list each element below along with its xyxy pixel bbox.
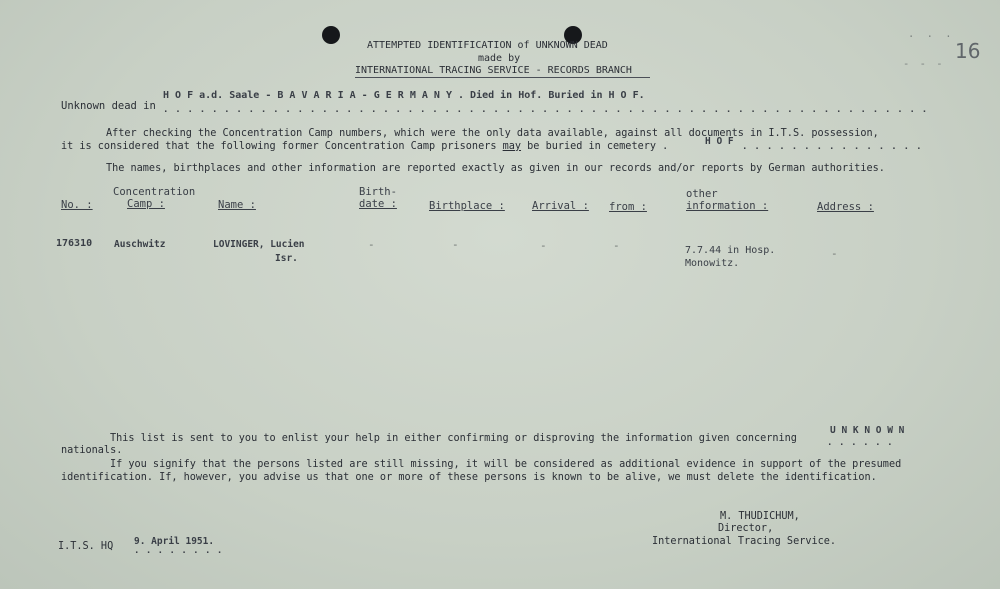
paragraph-1-line-2-end: be buried in cemetery . [527,141,669,152]
signature-organization: International Tracing Service. [652,536,837,547]
paragraph-1-line-2 [61,141,668,153]
cemetery-dots: . . . . . . . . . . . . . . . [742,142,923,152]
header-other-information [686,188,768,212]
signature-title: Director, [718,523,774,534]
footer-label: I.T.S. HQ [58,541,114,552]
paragraph-1-line-2-start: it is considered that the following former Concentration Camp prisoners [61,141,497,152]
footer-dots: . . . . . . . . [134,546,223,556]
header-from-label: from : [609,201,647,213]
page-number: 16 [955,39,981,63]
paragraph-2: The names, birthplaces and other information are reported exactly as given in our records and/or reports by German authorities. [106,163,885,174]
paragraph-3-line-1: This list is sent to you to enlist your help in either confirming or disproving the information given concerning [110,433,797,444]
margin-marks-mid: - - - [903,58,945,70]
cell-arrival: - [540,239,547,252]
header-camp-top: Concentration [113,186,196,198]
cell-other-line-2: Monowitz. [685,258,740,269]
paragraph-4-line-2: identification. If, however, you advise us that one or more of these persons is known to be alive, we must delete the identification. [61,472,877,483]
header-birth-label: date : [359,198,397,210]
header-from [609,201,647,213]
cell-name-line-1: LOVINGER, Lucien [213,239,305,250]
header-no-label: No. : [61,199,93,211]
header-camp-label: Camp : [127,198,165,210]
header-other-top: other [686,188,718,200]
cell-from: - [613,239,620,252]
intro-prefix: Unknown dead in [61,100,156,112]
cell-other-line-1: 7.7.44 in Hosp. [685,245,776,256]
cell-birthplace: - [452,238,459,251]
cell-camp: Auschwitz [114,239,166,250]
header-name [218,199,256,211]
header-underline [355,77,650,78]
header-title: ATTEMPTED IDENTIFICATION of UNKNOWN DEAD [367,40,608,51]
paragraph-4-line-1: If you signify that the persons listed are still missing, it will be considered as additional evidence in support of the presumed [110,459,902,470]
header-made-by: made by [478,53,521,64]
signature-name: M. THUDICHUM, [720,511,800,522]
cell-no: 176310 [56,238,93,249]
header-address-label: Address : [817,201,874,213]
cell-name-line-2: Isr. [275,253,298,264]
nationality: U N K N O W N [830,425,905,436]
header-no [61,199,93,211]
paragraph-1-may: may [502,141,522,152]
paragraph-3-line-2: nationals. [61,445,123,456]
intro-location: H O F a.d. Saale - B A V A R I A - G E R M A N Y . Died in Hof. Buried in H O F. [163,90,645,101]
cemetery-name: H O F [705,136,734,147]
cell-address: - [831,247,838,260]
header-arrival [532,200,589,212]
header-birthdate [359,186,397,210]
header-other-label: information : [686,200,769,212]
cell-birthdate: - [368,238,375,251]
header-organization: INTERNATIONAL TRACING SERVICE - RECORDS BRANCH [355,65,632,76]
header-birthplace-label: Birthplace : [429,200,505,212]
nationality-dots: . . . . . . [827,438,894,448]
intro-dots: . . . . . . . . . . . . . . . . . . . . . . . . . . . . . . . . . . . . . . . . . . . . . . . . . . . . . . . . . . . . . . . [163,105,928,115]
header-birth-top: Birth- [359,186,397,198]
margin-marks-top: . . . [908,28,955,40]
header-name-label: Name : [218,199,256,211]
header-address [817,201,874,213]
footer-date: 9. April 1951. [134,536,215,547]
header-camp [113,186,195,210]
header-arrival-label: Arrival : [532,200,589,212]
header-birthplace [429,200,505,212]
punch-hole-left [322,26,340,44]
paragraph-1-line-1: After checking the Concentration Camp numbers, which were the only data available, against all documents in I.T.S. possession, [106,128,879,139]
